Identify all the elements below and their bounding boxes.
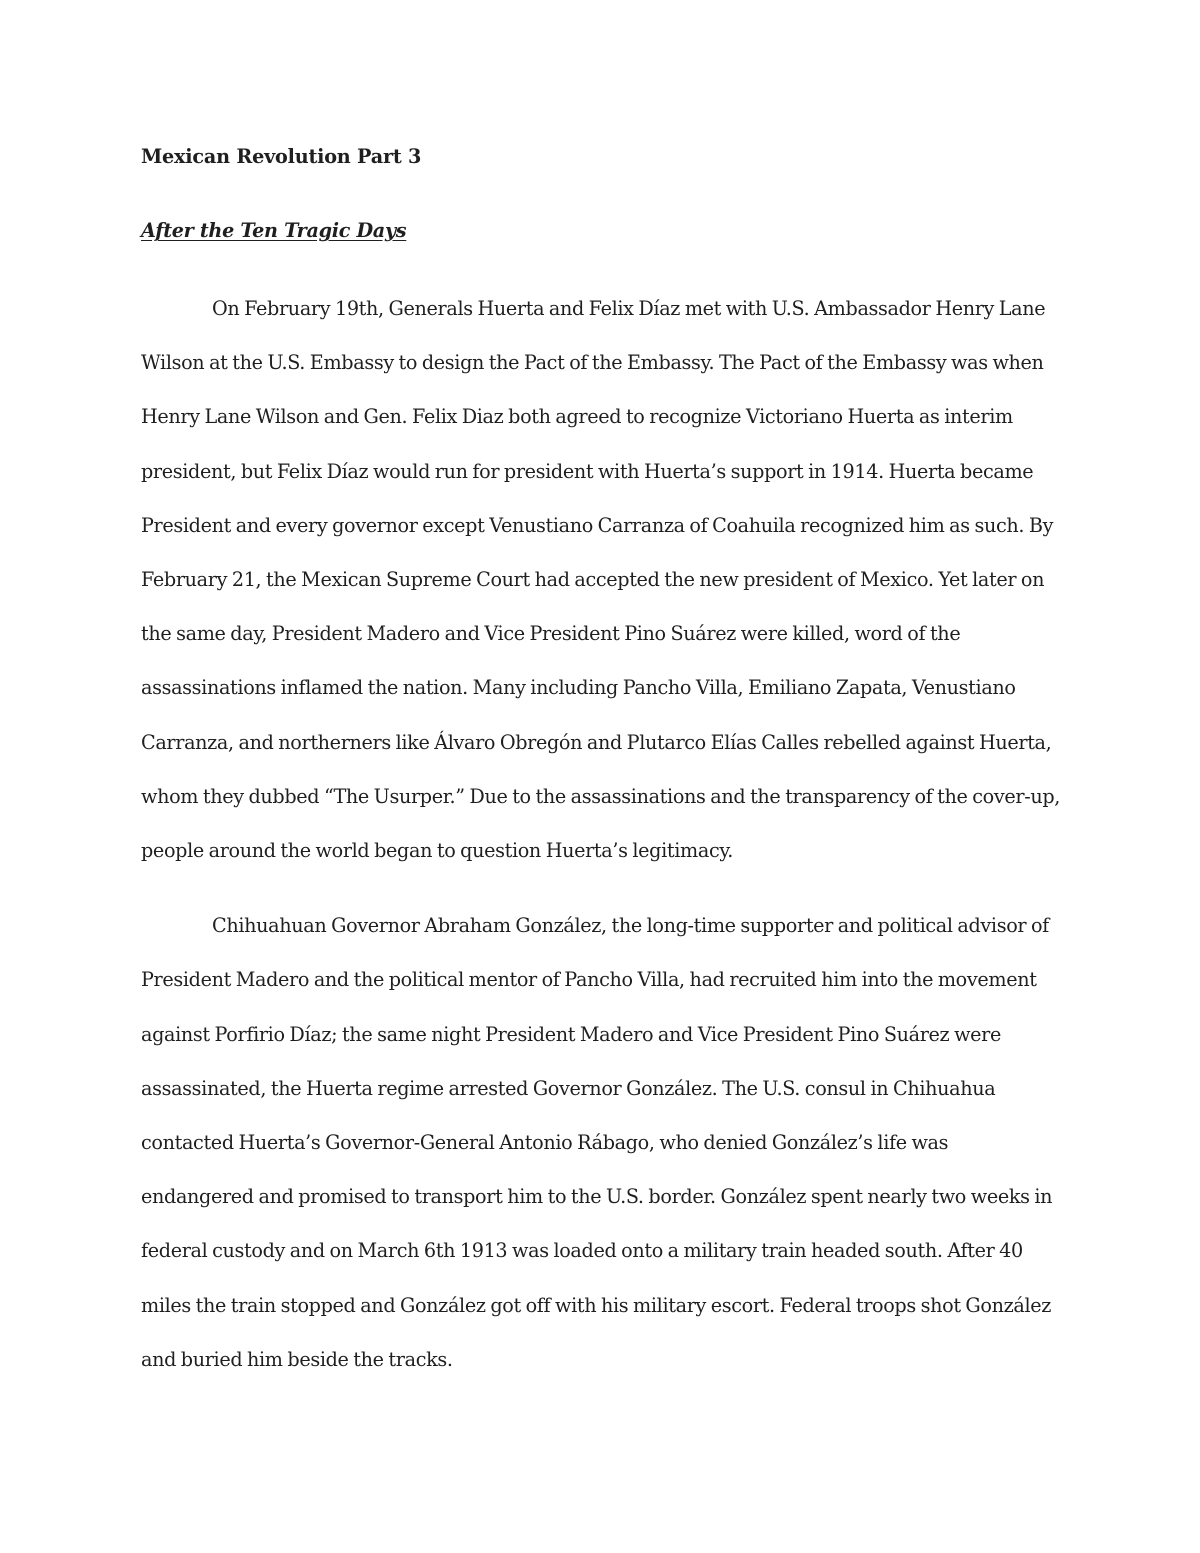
paragraph-1: On February 19th, Generals Huerta and Felix Díaz met with U.S. Ambassador Henry Lane Wilson at the U.S. Embassy to design the Pact of the Embassy. The Pact of the Embassy was when Henry Lane Wilson and Gen. Felix Diaz both agreed to recognize Victoriano Huerta as interim president, but Felix Díaz would run for president with Huerta’s support in 1914. Huerta became President and every governor except Venustiano Carranza of Coahuila recognized him as such. By February 21, the Mexican Supreme Court had accepted the new president of Mexico. Yet later on the same day, President Madero and Vice President Pino Suárez were killed, word of the assassinations inflamed the nation. Many including Pancho Villa, Emiliano Zapata, Venustiano Carranza, and northerners like Álvaro Obregón and Plutarco Elías Calles rebelled against Huerta, whom they dubbed “The Usurper.” Due to the assassinations and the transparency of the cover-up, people around the world began to question Huerta’s legitimacy. bbox=[141, 297, 1061, 863]
paragraph-2: Chihuahuan Governor Abraham González, the long-time supporter and political advisor of President Madero and the political mentor of Pancho Villa, had recruited him into the movement against Porfirio Díaz; the same night President Madero and Vice President Pino Suárez were assassinated, the Huerta regime arrested Governor González. The U.S. consul in Chihuahua contacted Huerta’s Governor-General Antonio Rábago, who denied González’s life was endangered and promised to transport him to the U.S. border. González spent nearly two weeks in federal custody and on March 6th 1913 was loaded onto a military train headed south. After 40 miles the train stopped and González got off with his military escort. Federal troops shot González and buried him beside the tracks. bbox=[141, 914, 1053, 1371]
section-heading: After the Ten Tragic Days bbox=[141, 219, 407, 242]
document-title: Mexican Revolution Part 3 bbox=[141, 145, 422, 168]
document-body bbox=[141, 139, 1061, 1387]
